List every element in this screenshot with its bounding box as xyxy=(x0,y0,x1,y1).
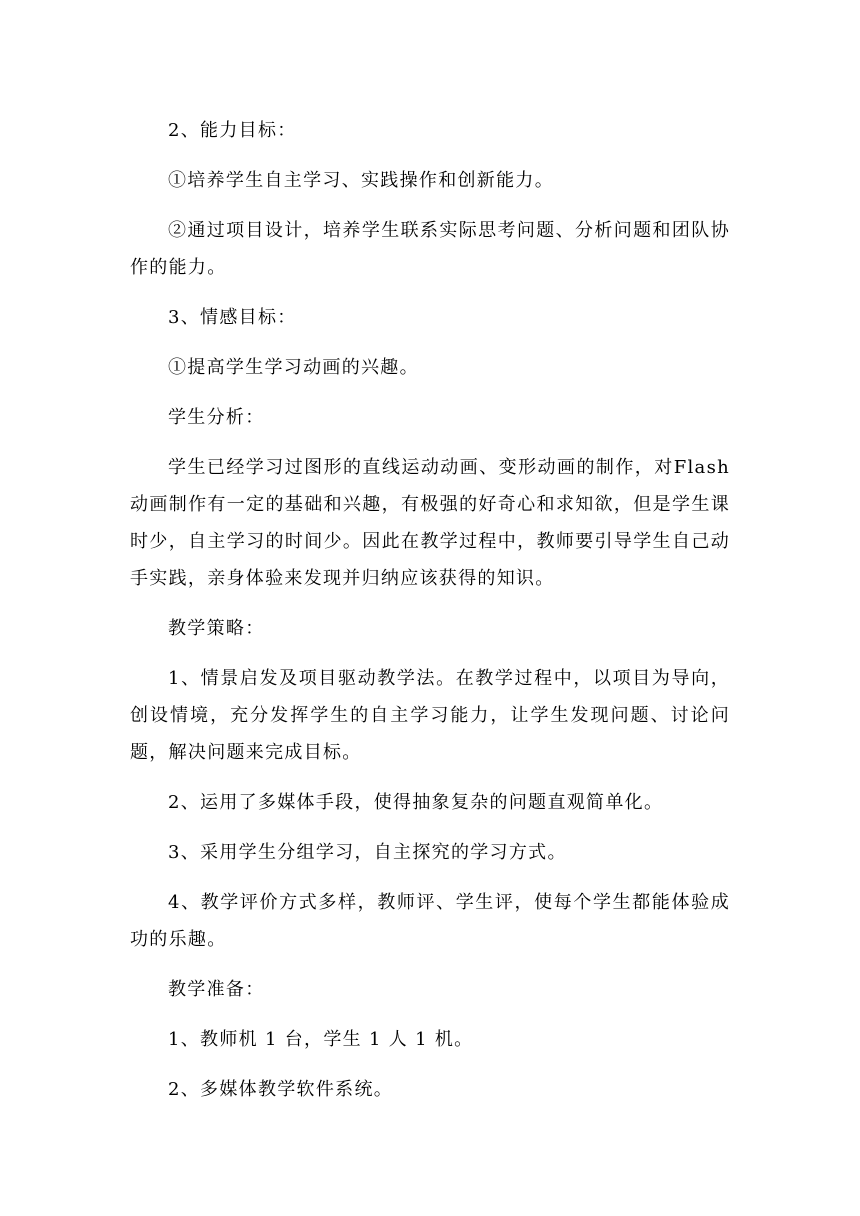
paragraph-gap xyxy=(130,597,730,610)
paragraph-gap xyxy=(130,1008,730,1021)
paragraph-gap xyxy=(130,871,730,884)
paragraph-gap xyxy=(130,286,730,299)
paragraph-student-analysis-heading: 学生分析： xyxy=(168,407,265,428)
paragraph-gap xyxy=(130,1058,730,1071)
paragraph-teaching-preparation-heading: 教学准备： xyxy=(168,979,265,1000)
paragraph-strategy-3: 3、采用学生分组学习，自主探究的学习方式。 xyxy=(168,842,567,863)
paragraph-gap xyxy=(130,436,730,449)
paragraph-gap xyxy=(130,386,730,399)
paragraph-emotion-goal-1: ①提高学生学习动画的兴趣。 xyxy=(168,357,419,378)
paragraph-student-analysis-body: 学生已经学习过图形的直线运动动画、变形动画的制作，对Flash动画制作有一定的基础和兴趣，有极强的好奇心和求知欲，但是学生课时少，自主学习的时间少。因此在教学过程中，教师要引导学生自己动手实践，亲身体验来发现并归纳应该获得的知识。 xyxy=(130,457,730,589)
paragraph-gap xyxy=(130,647,730,660)
paragraph-gap xyxy=(130,771,730,784)
paragraph-gap xyxy=(130,821,730,834)
paragraph-gap xyxy=(130,958,730,971)
paragraph-gap xyxy=(130,199,730,212)
paragraph-teaching-strategy-heading: 教学策略： xyxy=(168,618,265,639)
document-body xyxy=(130,112,730,1108)
paragraph-gap xyxy=(130,149,730,162)
paragraph-strategy-1: 1、情景启发及项目驱动教学法。在教学过程中，以项目为导向，创设情境，充分发挥学生的自主学习能力，让学生发现问题、讨论问题，解决问题来完成目标。 xyxy=(130,668,730,763)
paragraph-ability-goal-2: ②通过项目设计，培养学生联系实际思考问题、分析问题和团队协作的能力。 xyxy=(130,220,730,278)
paragraph-emotion-goal-heading: 3、情感目标： xyxy=(168,307,297,328)
paragraph-strategy-2: 2、运用了多媒体手段，使得抽象复杂的问题直观简单化。 xyxy=(168,792,664,813)
paragraph-preparation-1: 1、教师机 1 台，学生 1 人 1 机。 xyxy=(168,1029,474,1050)
paragraph-gap xyxy=(130,336,730,349)
paragraph-ability-goal-heading: 2、能力目标： xyxy=(168,120,297,141)
paragraph-strategy-4: 4、教学评价方式多样，教师评、学生评，使每个学生都能体验成功的乐趣。 xyxy=(130,892,730,950)
paragraph-preparation-2: 2、多媒体教学软件系统。 xyxy=(168,1079,394,1100)
paragraph-ability-goal-1: ①培养学生自主学习、实践操作和创新能力。 xyxy=(168,170,554,191)
